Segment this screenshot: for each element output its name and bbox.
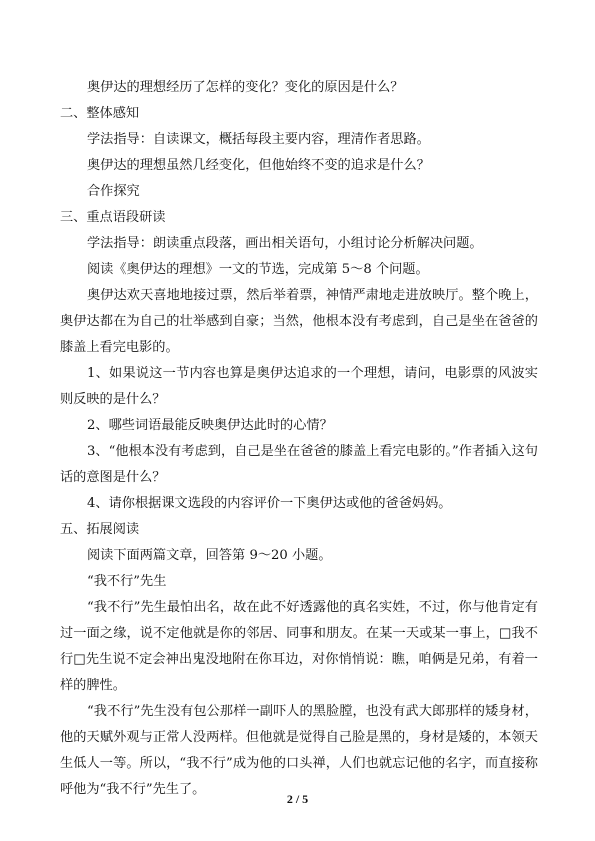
- question-line: 2、哪些词语最能反映奥伊达此时的心情？: [87, 418, 333, 433]
- question-paragraph: [60, 439, 538, 491]
- section-heading: 五、拓展阅读: [60, 522, 140, 537]
- question-paragraph: [60, 361, 538, 413]
- paragraph-text: 3、“他根本没有考虑到，自己是坐在爸爸的膝盖上看完电影的。”作者插入这句话的意图是什么？: [60, 444, 538, 485]
- section-heading: 三、重点语段研读: [60, 210, 166, 225]
- excerpt-paragraph: [60, 283, 538, 361]
- question-line: 奥伊达的理想经历了怎样的变化？变化的原因是什么？: [87, 80, 404, 95]
- method-guide: 学法指导：自读课文，概括每段主要内容，理清作者思路。: [87, 132, 430, 147]
- reading-instruction: 阅读《奥伊达的理想》一文的节选，完成第 5～8 个问题。: [87, 262, 429, 277]
- paragraph-text: 奥伊达欢天喜地地接过票，然后举着票，神情严肃地走进放映厅。整个晚上，奥伊达都在为自己的壮举感到自豪；当然，他根本没有考虑到，自己是坐在爸爸的膝盖上看完电影的。: [60, 288, 538, 355]
- article-paragraph: [60, 699, 538, 803]
- question-line: 4、请你根据课文选段的内容评价一下奥伊达或他的爸爸妈妈。: [87, 496, 452, 511]
- paragraph-text: “我不行”先生最怕出名，故在此不好透露他的真名实姓，不过，你与他肯定有过一面之缘，说不定他就是你的邻居、同事和朋友。在某一天或某一事上，□我不行□先生说不定会神出鬼没地附在你耳边，对你悄悄说：瞧，咱俩是兄弟，有着一样的脾性。: [60, 600, 538, 693]
- paragraph-text: 1、如果说这一节内容也算是奥伊达追求的一个理想，请问，电影票的风波实则反映的是什么？: [60, 366, 538, 407]
- reading-instruction: 阅读下面两篇文章，回答第 9～20 小题。: [87, 548, 332, 563]
- question-line: 奥伊达的理想虽然几经变化，但他始终不变的追求是什么？: [87, 158, 430, 173]
- article-title: “我不行”先生: [87, 574, 167, 589]
- paragraph-text: “我不行”先生没有包公那样一副吓人的黑脸膛，也没有武大郎那样的矮身材，他的天赋外观与正常人没两样。但他就是觉得自己脸是黑的，身材是矮的，本领天生低人一等。所以，“我不行”成为他的口头禅，人们也就忘记他的名字，而直接称呼他为“我不行”先生了。: [60, 704, 538, 797]
- subheading: 合作探究: [87, 184, 140, 199]
- method-guide: 学法指导：朗读重点段落，画出相关语句，小组讨论分析解决问题。: [87, 236, 483, 251]
- article-paragraph: [60, 595, 538, 699]
- page-number: 2 / 5: [286, 792, 309, 806]
- section-heading: 二、整体感知: [60, 106, 140, 121]
